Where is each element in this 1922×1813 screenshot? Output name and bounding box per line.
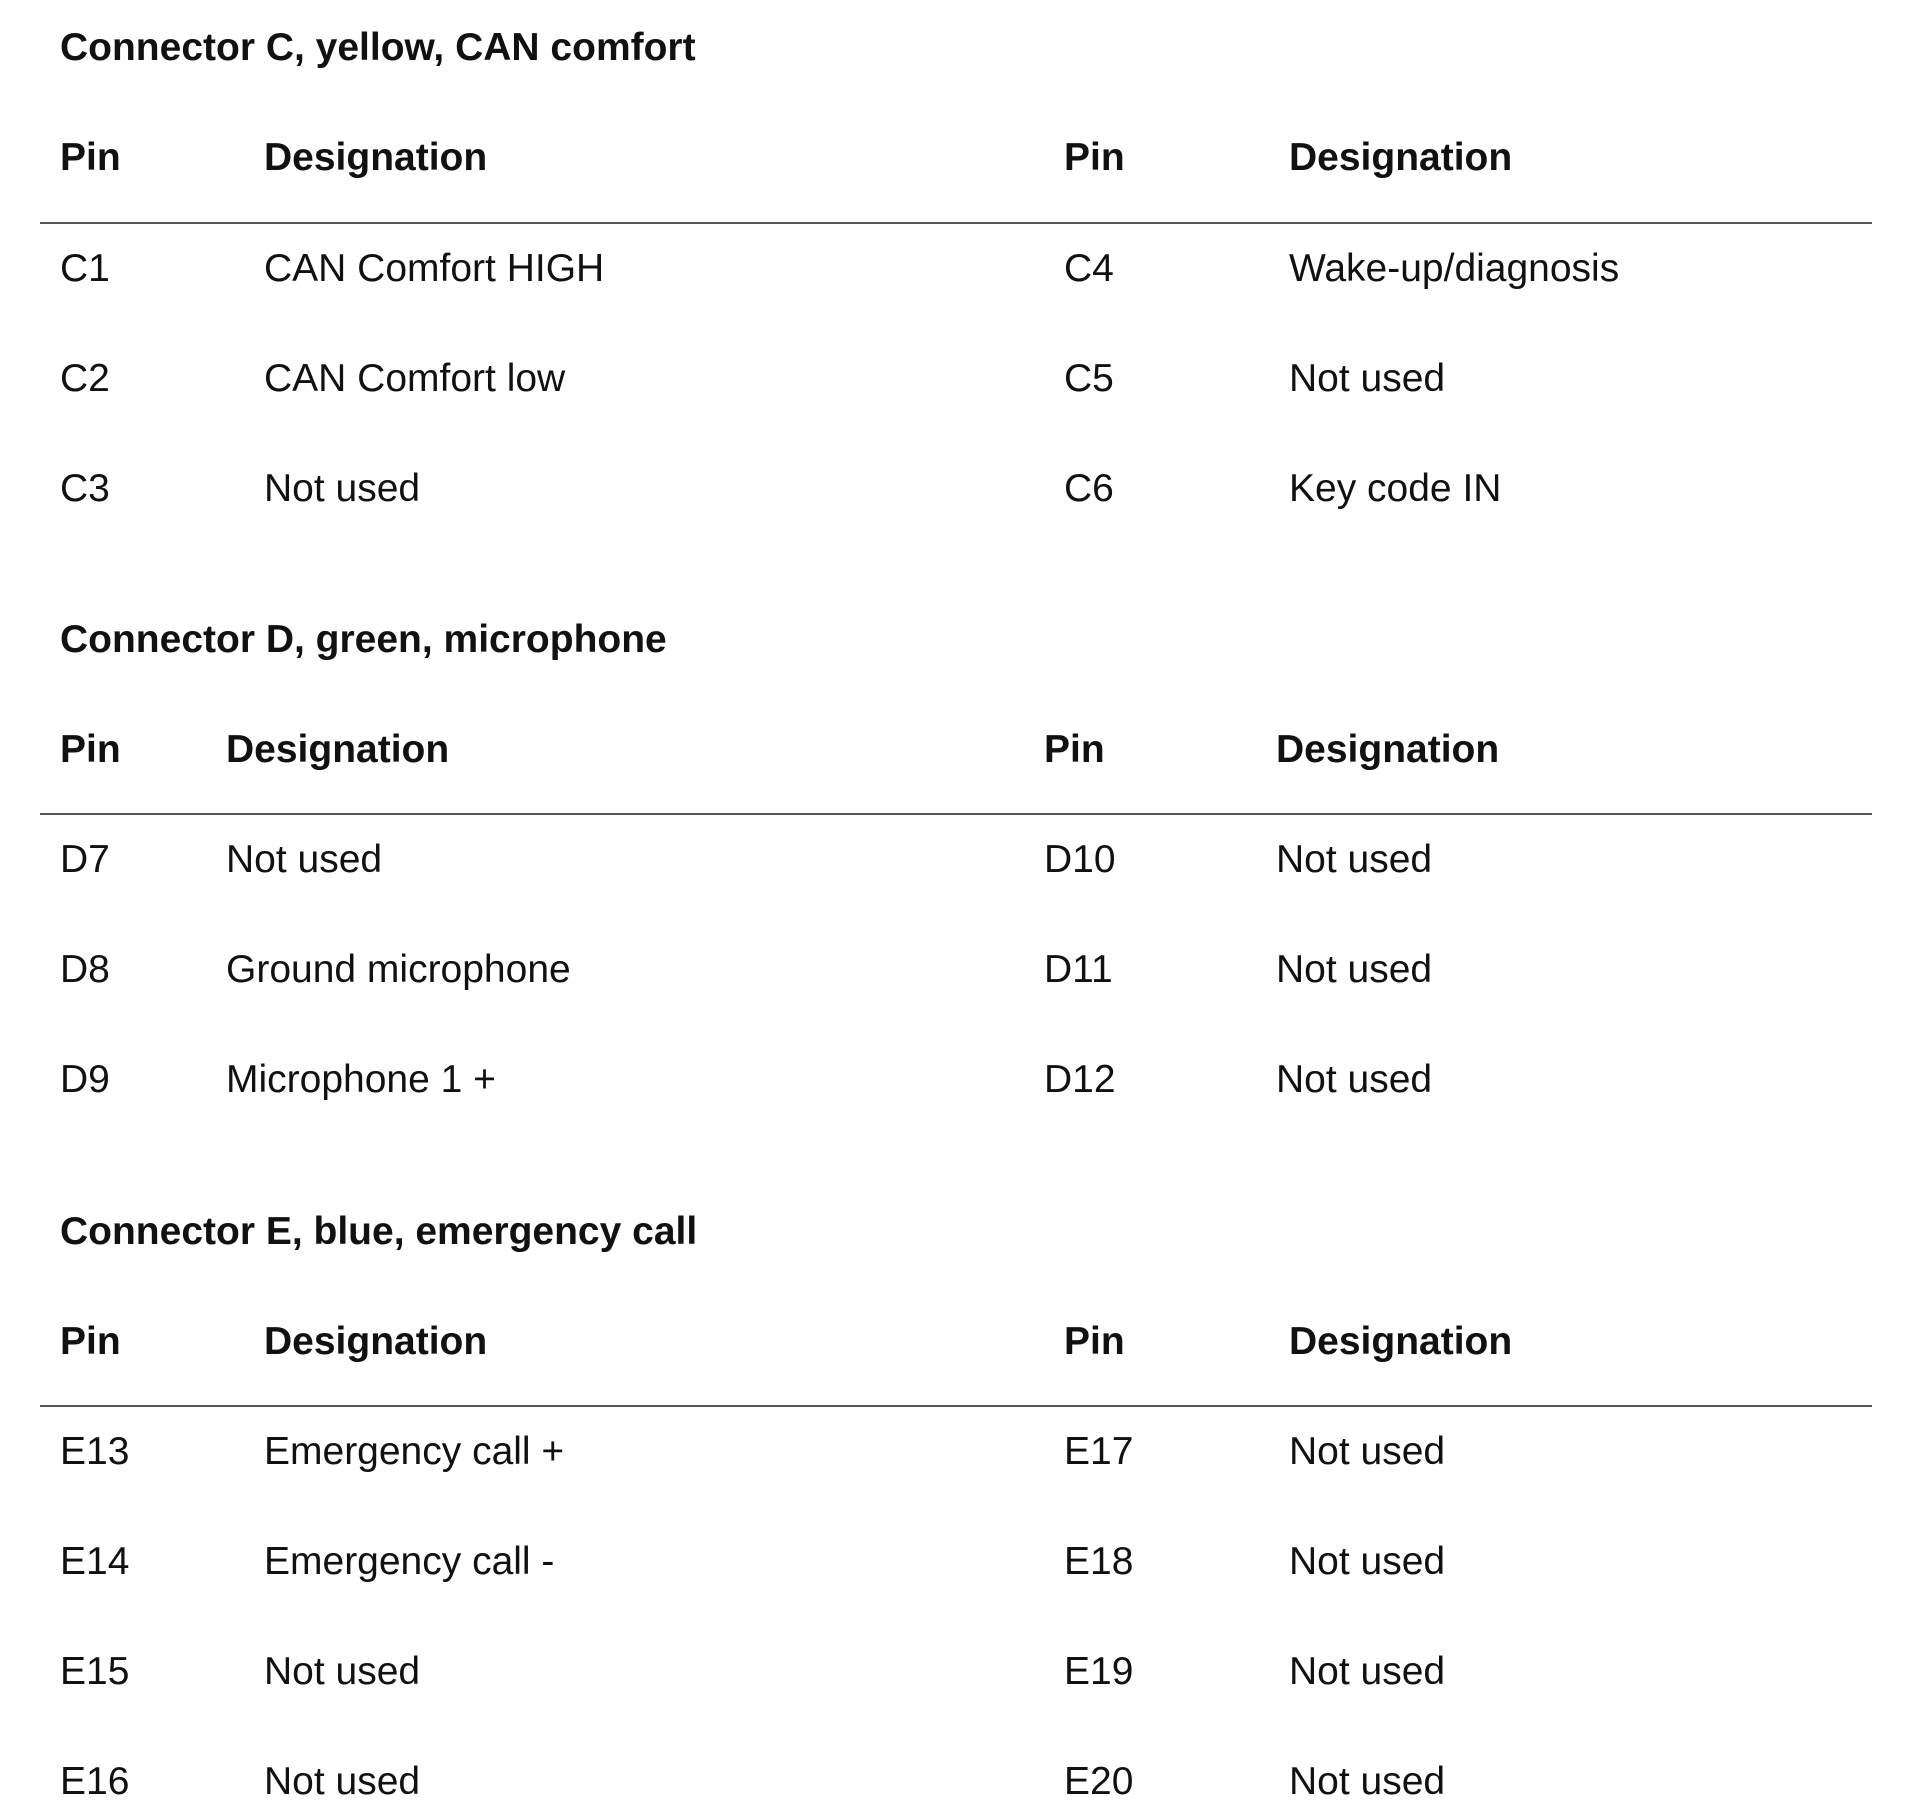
header-pin-right: Pin	[1064, 136, 1125, 179]
designation-c5: Not used	[1289, 357, 1446, 400]
header-pin-right: Pin	[1064, 1320, 1125, 1363]
header-pin-right: Pin	[1044, 728, 1105, 771]
pin-c4: C4	[1064, 247, 1114, 290]
designation-d8: Ground microphone	[226, 948, 571, 991]
pin-e14: E14	[60, 1540, 130, 1583]
header-designation-left: Designation	[264, 1320, 488, 1363]
pin-e19: E19	[1064, 1650, 1134, 1693]
pin-e15: E15	[60, 1650, 130, 1693]
pin-c3: C3	[60, 467, 110, 510]
designation-e20: Not used	[1289, 1760, 1446, 1803]
header-pin-left: Pin	[60, 728, 121, 771]
pin-d7: D7	[60, 838, 110, 881]
designation-d11: Not used	[1276, 948, 1433, 991]
pin-c1: C1	[60, 247, 110, 290]
designation-c3: Not used	[264, 467, 421, 510]
designation-c2: CAN Comfort low	[264, 357, 566, 400]
pin-d12: D12	[1044, 1058, 1116, 1101]
designation-e13: Emergency call +	[264, 1430, 565, 1473]
header-designation-right: Designation	[1289, 136, 1513, 179]
header-designation-right: Designation	[1276, 728, 1500, 771]
pin-c5: C5	[1064, 357, 1114, 400]
connector-d-title: Connector D, green, microphone	[60, 618, 667, 661]
header-divider	[40, 1405, 1872, 1407]
header-designation-right: Designation	[1289, 1320, 1513, 1363]
pin-e17: E17	[1064, 1430, 1134, 1473]
pin-e16: E16	[60, 1760, 130, 1803]
designation-e15: Not used	[264, 1650, 421, 1693]
connector-e-title: Connector E, blue, emergency call	[60, 1210, 698, 1253]
designation-c1: CAN Comfort HIGH	[264, 247, 605, 290]
designation-d10: Not used	[1276, 838, 1433, 881]
pin-d10: D10	[1044, 838, 1116, 881]
pin-c6: C6	[1064, 467, 1114, 510]
header-designation-left: Designation	[264, 136, 488, 179]
designation-e18: Not used	[1289, 1540, 1446, 1583]
pin-e20: E20	[1064, 1760, 1134, 1803]
designation-d7: Not used	[226, 838, 383, 881]
designation-c6: Key code IN	[1289, 467, 1502, 510]
designation-e17: Not used	[1289, 1430, 1446, 1473]
designation-c4: Wake-up/diagnosis	[1289, 247, 1620, 290]
designation-e14: Emergency call -	[264, 1540, 555, 1583]
header-designation-left: Designation	[226, 728, 450, 771]
header-divider	[40, 222, 1872, 224]
pin-d8: D8	[60, 948, 110, 991]
designation-e19: Not used	[1289, 1650, 1446, 1693]
header-divider	[40, 813, 1872, 815]
header-pin-left: Pin	[60, 136, 121, 179]
pin-d11: D11	[1044, 948, 1113, 991]
pin-c2: C2	[60, 357, 110, 400]
designation-d12: Not used	[1276, 1058, 1433, 1101]
pin-d9: D9	[60, 1058, 110, 1101]
designation-e16: Not used	[264, 1760, 421, 1803]
pin-e18: E18	[1064, 1540, 1134, 1583]
designation-d9: Microphone 1 +	[226, 1058, 496, 1101]
header-pin-left: Pin	[60, 1320, 121, 1363]
connector-c-title: Connector C, yellow, CAN comfort	[60, 26, 696, 69]
pin-e13: E13	[60, 1430, 130, 1473]
